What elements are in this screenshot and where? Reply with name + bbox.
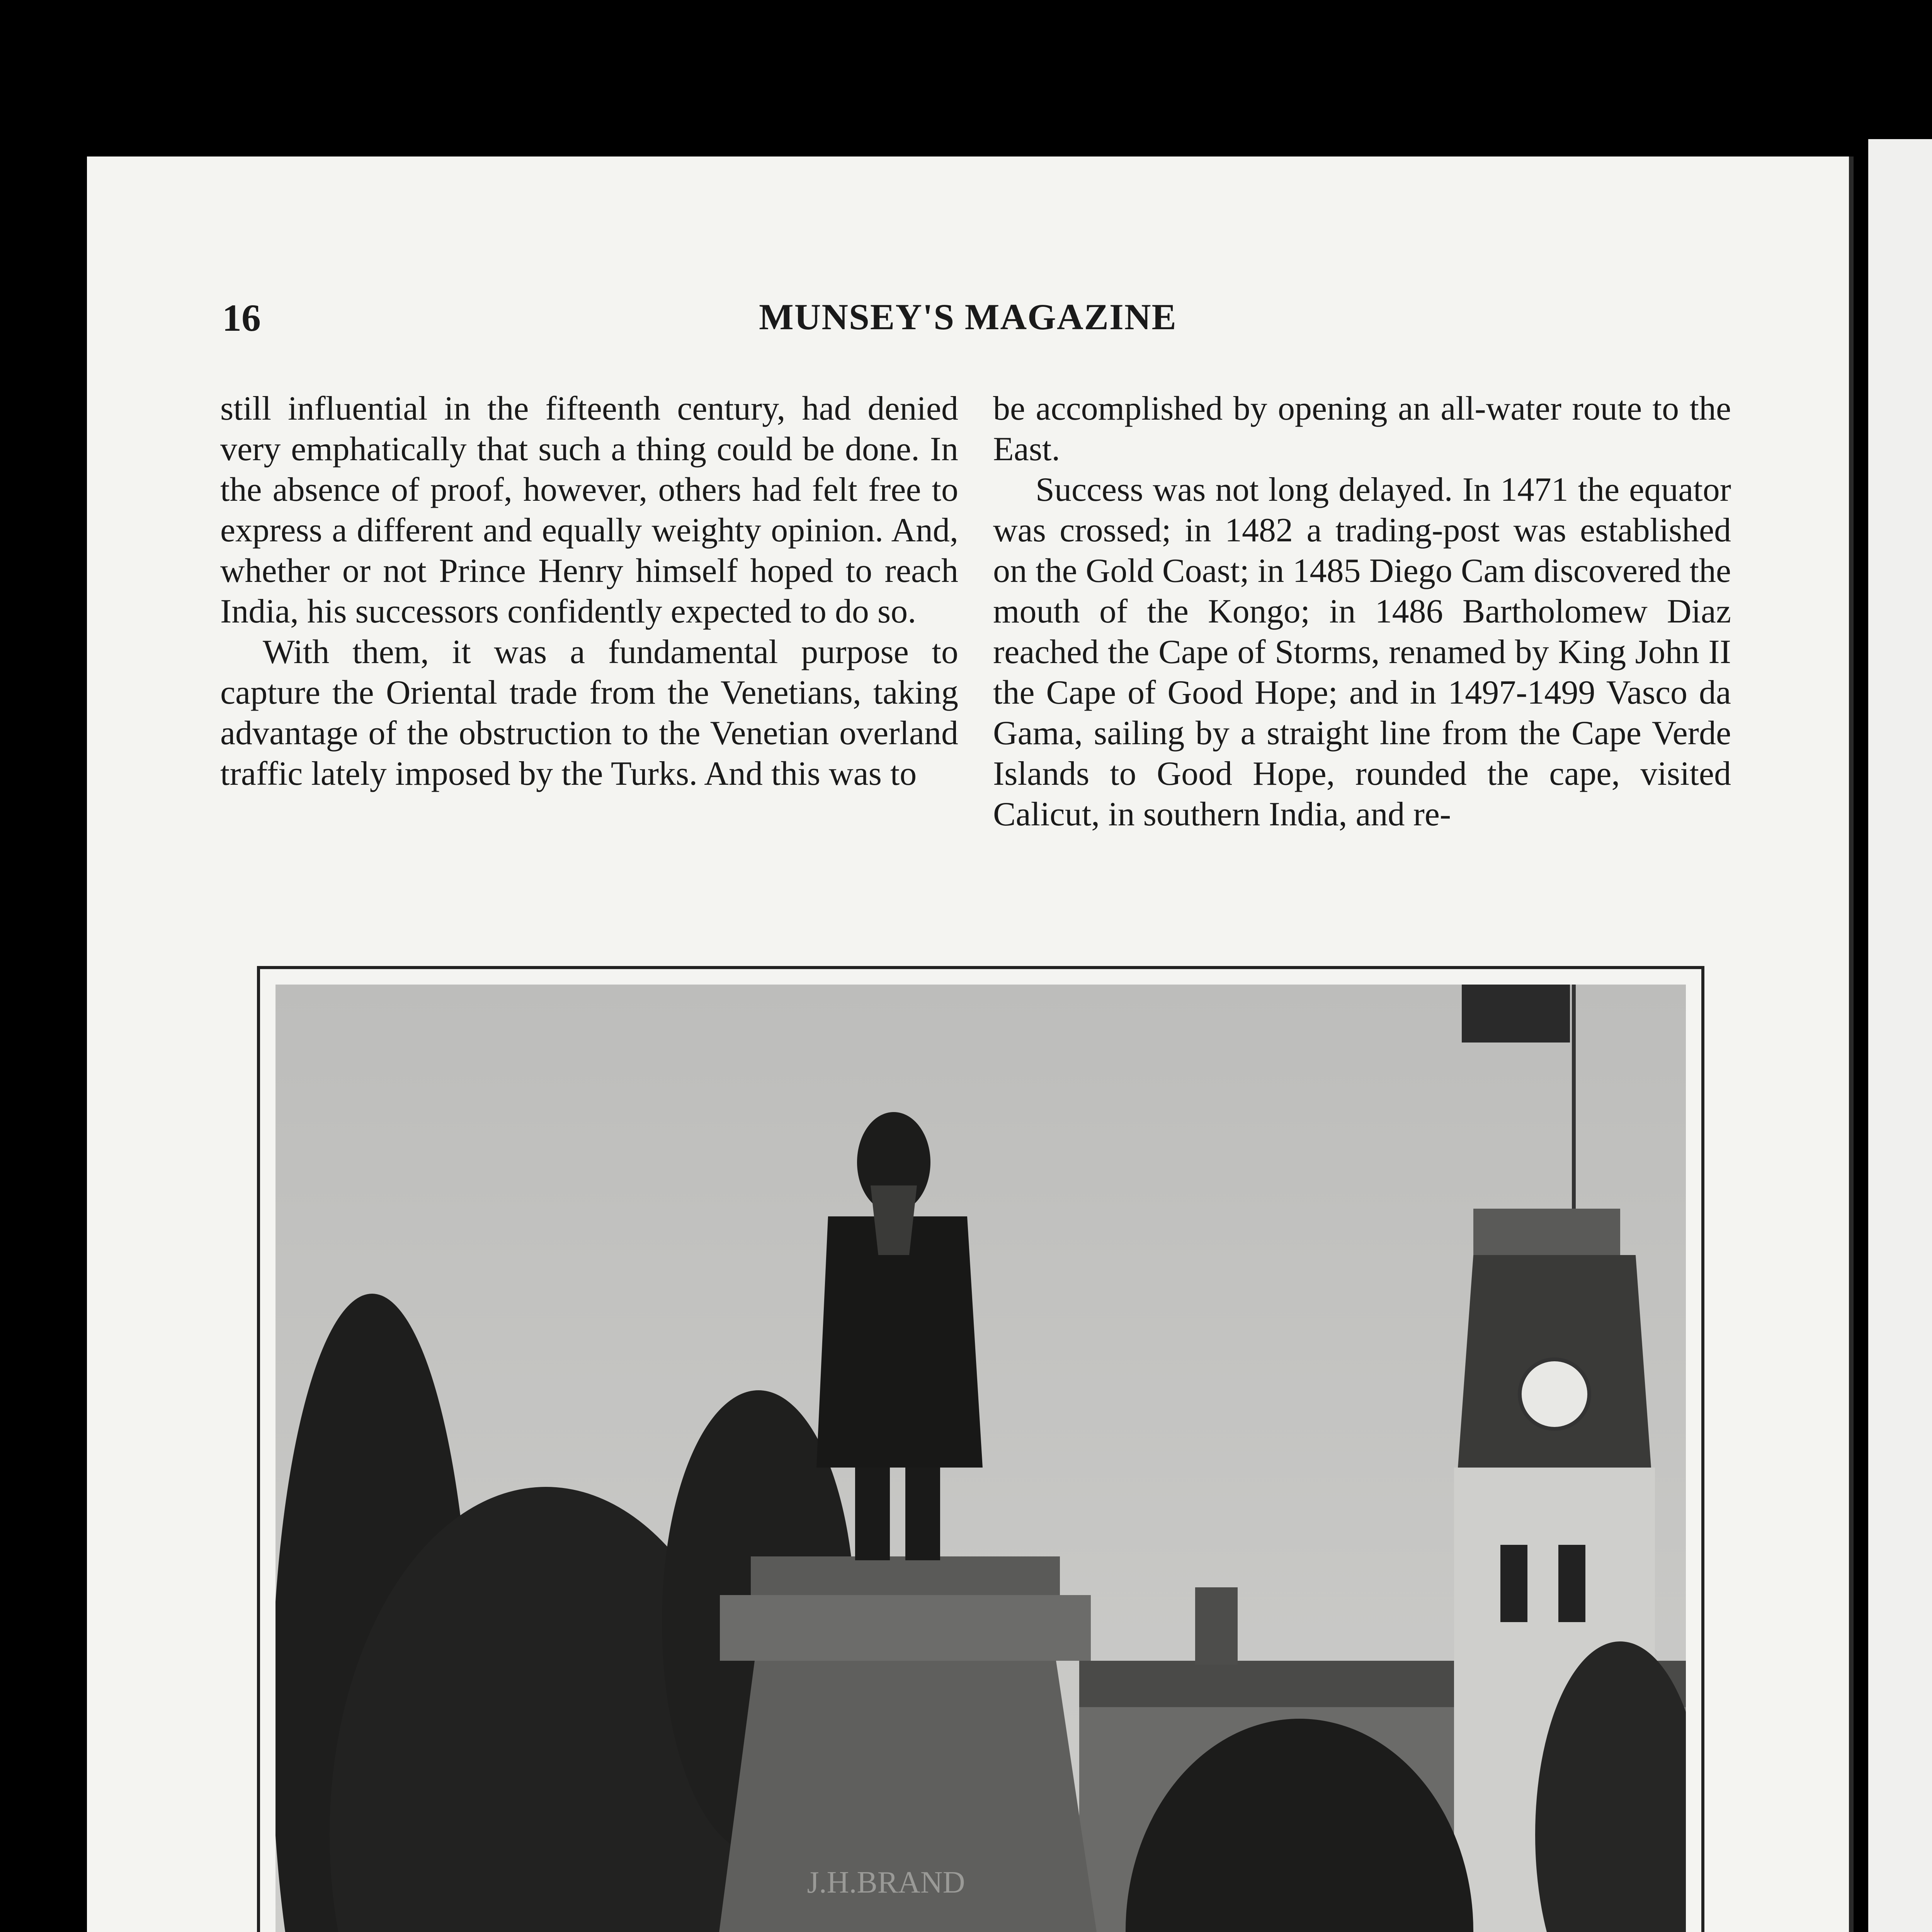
text-column-left bbox=[220, 388, 958, 794]
flag bbox=[1462, 985, 1570, 1043]
page-number: 16 bbox=[222, 296, 261, 339]
paragraph: be accomplished by opening an all-water route to the East. bbox=[993, 390, 1731, 468]
pedestal-cap bbox=[751, 1556, 1060, 1595]
chimney bbox=[1195, 1587, 1238, 1665]
magazine-page bbox=[87, 156, 1854, 1932]
page-header bbox=[87, 296, 1849, 350]
photograph-frame bbox=[257, 966, 1704, 1932]
paragraph: With them, it was a fundamental purpose to capture the Oriental trade from the Venetians, taking advantage of the obstruction to the Venetian overland traffic lately imposed by the Turks. And this was to bbox=[220, 633, 958, 793]
monument-photograph bbox=[276, 985, 1686, 1932]
adjacent-page-edge bbox=[1868, 139, 1932, 1932]
clock-face bbox=[1520, 1359, 1589, 1429]
paragraph: Success was not long delayed. In 1471 the equator was crossed; in 1482 a trading-post was established on the Gold Coast; in 1485 Diego Cam discovered the mouth of the Kongo; in 1486 Bartholomew Diaz reached the Cape of Storms, renamed by King John II the Cape of Good Hope; and in 1497-1499 Vasco da Gama, sailing by a straight line from the Cape Verde Islands to Good Hope, rounded the cape, visited Calicut, in southern India, and re- bbox=[993, 471, 1731, 833]
paragraph: still influential in the fifteenth century, had denied very emphatically that such a thing could be done. In the absence of proof, however, others had felt free to express a different and equally weighty opinion. And, whether or not Prince Henry himself hoped to reach India, his successors confidently expected to do so. bbox=[220, 390, 958, 630]
running-title: MUNSEY'S MAGAZINE bbox=[759, 296, 1177, 337]
pedestal-inscription: J.H.BRAND bbox=[807, 1866, 965, 1900]
text-column-right bbox=[993, 388, 1731, 835]
